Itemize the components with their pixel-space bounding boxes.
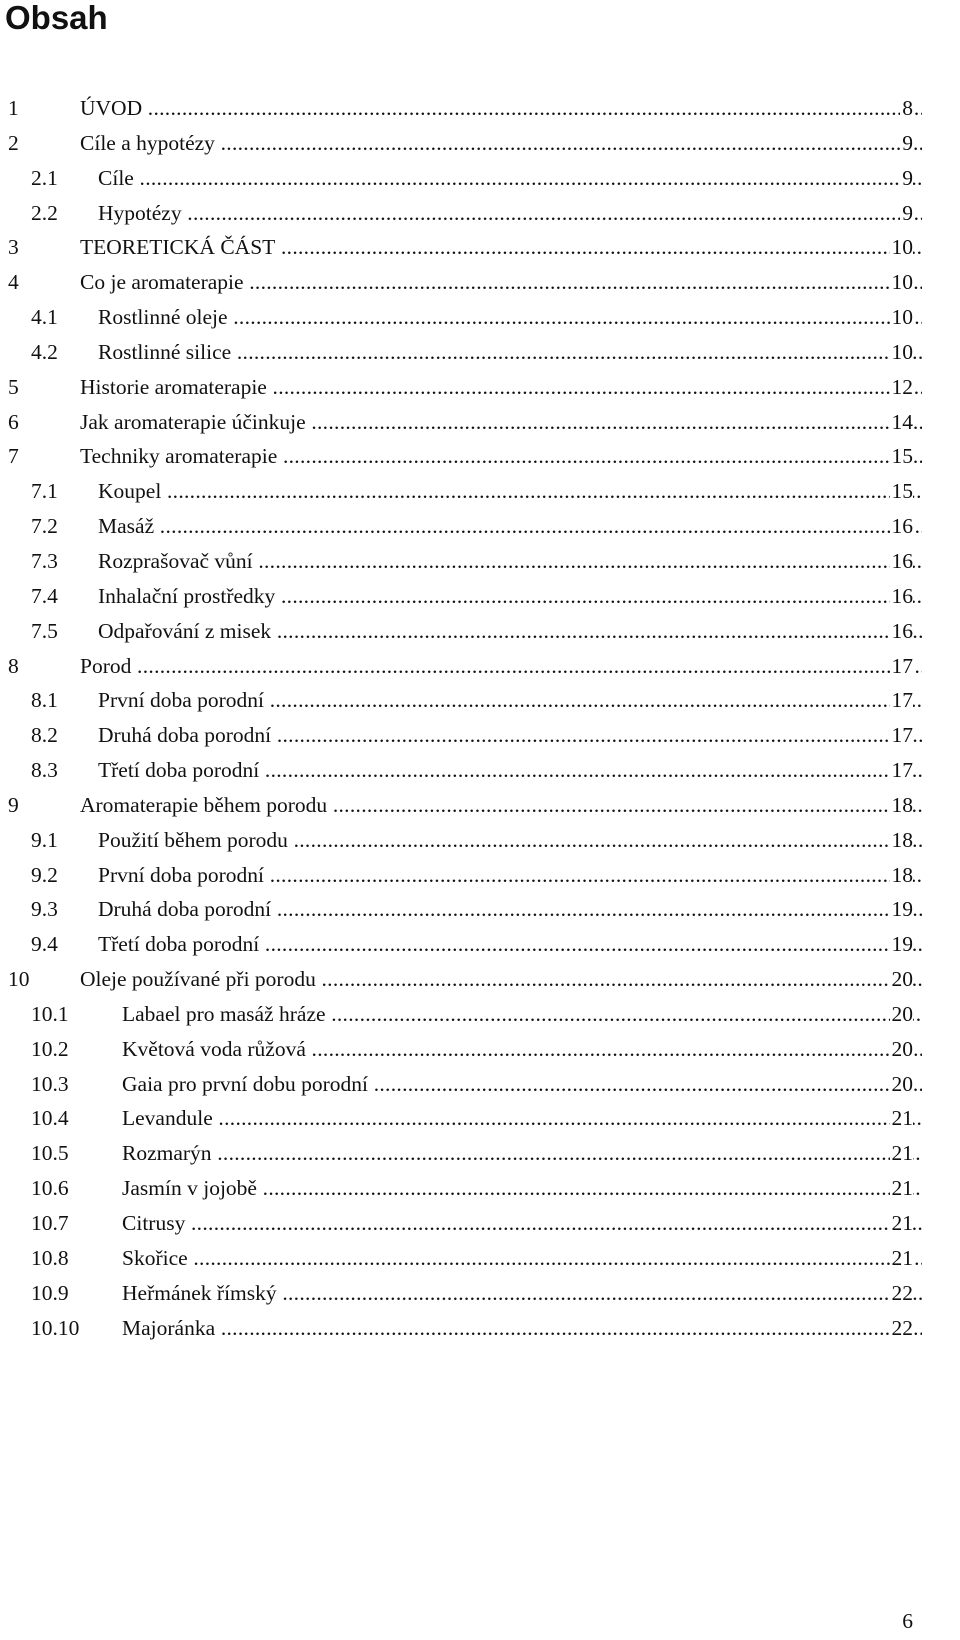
toc-entry-page: 10 <box>890 300 914 335</box>
toc-entry[interactable] <box>0 544 960 579</box>
toc-entry-number: 4 <box>8 270 19 295</box>
toc-entry-page: 10 <box>890 230 914 265</box>
toc-entry-number: 8.1 <box>31 688 58 713</box>
page-number: 6 <box>902 1609 913 1633</box>
toc-entry-page: 21 <box>890 1136 914 1171</box>
toc-entry[interactable] <box>0 1206 960 1241</box>
toc-entry-page: 21 <box>890 1101 914 1136</box>
toc-entry-number: 10.8 <box>31 1245 69 1270</box>
toc-entry-page: 16 <box>890 579 914 614</box>
toc-entry[interactable] <box>0 126 960 161</box>
toc-entry-title: Třetí doba porodní ..... <box>98 753 922 788</box>
toc-entry-number: 2 <box>8 130 19 155</box>
toc-entry-page: 9 <box>900 161 913 196</box>
toc-entry-title: Použití během porodu ..... <box>98 823 922 858</box>
toc-entry-page: 16 <box>890 544 914 579</box>
toc-entry[interactable] <box>0 509 960 544</box>
toc-entry-number: 4.1 <box>31 305 58 330</box>
toc-entry[interactable] <box>0 1067 960 1102</box>
toc-entry-number: 7.3 <box>31 548 58 573</box>
toc-entry[interactable] <box>0 718 960 753</box>
toc-entry-number: 8.2 <box>31 723 58 748</box>
toc-entry[interactable] <box>0 1032 960 1067</box>
toc-entry-title: Květová voda růžová ..... <box>122 1032 922 1067</box>
toc-entry-page: 10 <box>890 335 914 370</box>
toc-entry[interactable] <box>0 474 960 509</box>
toc-entry-title: Třetí doba porodní ..... <box>98 927 922 962</box>
toc-entry-title: Rostlinné silice ..... <box>98 335 922 370</box>
toc-entry-title: ÚVOD ..... <box>80 91 922 126</box>
toc-entry-number: 10.4 <box>31 1106 69 1131</box>
toc-entry-title: Rostlinné oleje ..... <box>98 300 922 335</box>
toc-entry[interactable] <box>0 579 960 614</box>
toc-entry-title: Rozprašovač vůní ..... <box>98 544 922 579</box>
toc-entry-number: 10.7 <box>31 1211 69 1235</box>
toc-entry-title: Gaia pro první dobu porodní ..... <box>122 1067 922 1102</box>
toc-entry-number: 6 <box>8 409 19 434</box>
toc-entry-page: 21 <box>890 1241 914 1276</box>
toc-entry-number: 10.3 <box>31 1071 69 1096</box>
toc-entry[interactable] <box>0 614 960 649</box>
toc-entry-title: Jak aromaterapie účinkuje ..... <box>80 405 922 440</box>
toc-entry-page: 9 <box>900 126 913 161</box>
toc-entry[interactable] <box>0 1276 960 1311</box>
toc-entry-page: 17 <box>890 753 914 788</box>
toc-entry-title: První doba porodní ..... <box>98 858 922 893</box>
toc-entry-title: Druhá doba porodní ..... <box>98 718 922 753</box>
toc-entry-page: 16 <box>890 509 914 544</box>
toc-entry[interactable] <box>0 683 960 718</box>
toc-entry-title: Historie aromaterapie ..... <box>80 370 922 405</box>
toc-entry-number: 9 <box>8 792 19 817</box>
toc-entry-title: Oleje používané při porodu ..... <box>80 962 922 997</box>
toc-entry-number: 10.6 <box>31 1176 69 1201</box>
toc-entry-title: Cíle ..... <box>98 161 922 196</box>
toc-entry-title: Jasmín v jojobě ..... <box>122 1171 922 1206</box>
table-of-contents <box>0 91 960 1345</box>
toc-entry-number: 9.4 <box>31 932 58 957</box>
toc-entry-title: Majoránka ..... <box>122 1311 922 1346</box>
toc-entry-title: Hypotézy ..... <box>98 196 922 231</box>
toc-entry-number: 3 <box>8 235 19 260</box>
toc-entry-title: Odpařování z misek ..... <box>98 614 922 649</box>
toc-entry[interactable] <box>0 649 960 684</box>
toc-entry[interactable] <box>0 823 960 858</box>
toc-entry-title: Koupel ..... <box>98 474 922 509</box>
toc-entry-title: Labael pro masáž hráze ..... <box>122 997 922 1032</box>
toc-entry[interactable] <box>0 997 960 1032</box>
toc-entry-number: 10.1 <box>31 1001 69 1026</box>
toc-entry-number: 1 <box>8 96 19 120</box>
toc-entry[interactable] <box>0 335 960 370</box>
toc-entry-number: 10.5 <box>31 1141 69 1166</box>
toc-entry-number: 7.2 <box>31 514 58 539</box>
toc-entry[interactable] <box>0 892 960 927</box>
toc-entry-title: Heřmánek římský ..... <box>122 1276 922 1311</box>
toc-entry-title: Levandule ..... <box>122 1101 922 1136</box>
toc-entry[interactable] <box>0 753 960 788</box>
toc-entry-number: 4.2 <box>31 339 58 364</box>
toc-entry[interactable] <box>0 230 960 265</box>
toc-entry[interactable] <box>0 927 960 962</box>
toc-entry-page: 22 <box>890 1276 914 1311</box>
toc-entry-title: Rozmarýn ..... <box>122 1136 922 1171</box>
toc-entry-number: 10.2 <box>31 1036 69 1061</box>
toc-entry-page: 20 <box>890 962 914 997</box>
toc-entry-title: Skořice ..... <box>122 1241 922 1276</box>
toc-entry-page: 20 <box>890 1032 914 1067</box>
toc-entry-page: 15 <box>890 474 914 509</box>
toc-entry[interactable] <box>0 1171 960 1206</box>
toc-entry-page: 20 <box>890 1067 914 1102</box>
toc-entry-number: 8 <box>8 653 19 678</box>
toc-entry-number: 10 <box>8 967 30 992</box>
toc-entry-page: 17 <box>890 649 914 684</box>
toc-entry-number: 10.10 <box>31 1315 80 1340</box>
toc-entry-page: 15 <box>890 439 914 474</box>
toc-entry-number: 9.1 <box>31 827 58 852</box>
toc-entry-page: 8 <box>900 91 913 126</box>
toc-entry-title: Techniky aromaterapie ..... <box>80 439 922 474</box>
toc-entry[interactable] <box>0 91 960 126</box>
toc-entry[interactable] <box>0 161 960 196</box>
toc-entry-title: Inhalační prostředky ..... <box>98 579 922 614</box>
toc-entry-page: 17 <box>890 683 914 718</box>
page-title: Obsah <box>5 0 108 36</box>
toc-entry[interactable] <box>0 370 960 405</box>
toc-entry-title: TEORETICKÁ ČÁST ..... <box>80 230 922 265</box>
toc-entry-number: 7.5 <box>31 618 58 643</box>
toc-entry-title: Citrusy ..... <box>122 1206 922 1241</box>
toc-entry-page: 22 <box>890 1311 914 1346</box>
toc-entry[interactable] <box>0 788 960 823</box>
toc-entry-number: 10.9 <box>31 1280 69 1305</box>
toc-entry[interactable] <box>0 1136 960 1171</box>
toc-entry-page: 20 <box>890 997 914 1032</box>
toc-entry[interactable] <box>0 439 960 474</box>
toc-entry-number: 8.3 <box>31 758 58 783</box>
toc-entry-page: 9 <box>900 196 913 231</box>
toc-entry-page: 19 <box>890 892 914 927</box>
toc-entry[interactable] <box>0 405 960 440</box>
toc-entry-title: Co je aromaterapie ..... <box>80 265 922 300</box>
toc-entry-number: 7.4 <box>31 583 58 608</box>
toc-entry-page: 21 <box>890 1206 914 1241</box>
toc-entry-page: 18 <box>890 823 914 858</box>
toc-entry-number: 7 <box>8 444 19 469</box>
toc-entry-page: 19 <box>890 927 914 962</box>
toc-entry-number: 2.1 <box>31 165 58 190</box>
toc-entry-number: 2.2 <box>31 200 58 225</box>
toc-entry[interactable] <box>0 962 960 997</box>
toc-entry-number: 5 <box>8 374 19 399</box>
toc-entry-page: 18 <box>890 788 914 823</box>
toc-entry[interactable] <box>0 1101 960 1136</box>
toc-entry-page: 12 <box>890 370 914 405</box>
toc-entry-page: 18 <box>890 858 914 893</box>
toc-entry-title: První doba porodní ..... <box>98 683 922 718</box>
toc-entry-page: 14 <box>890 405 914 440</box>
toc-entry-number: 9.2 <box>31 862 58 887</box>
toc-entry-page: 16 <box>890 614 914 649</box>
toc-entry-title: Porod ..... <box>80 649 922 684</box>
toc-entry[interactable] <box>0 858 960 893</box>
toc-entry-title: Masáž ..... <box>98 509 922 544</box>
toc-entry-number: 7.1 <box>31 479 58 504</box>
toc-entry[interactable] <box>0 196 960 231</box>
toc-entry-title: Cíle a hypotézy ..... <box>80 126 922 161</box>
toc-entry-page: 21 <box>890 1171 914 1206</box>
toc-entry[interactable] <box>0 1241 960 1276</box>
toc-entry[interactable] <box>0 265 960 300</box>
toc-entry-page: 17 <box>890 718 914 753</box>
toc-entry[interactable] <box>0 300 960 335</box>
toc-entry-number: 9.3 <box>31 897 58 922</box>
toc-entry-title: Aromaterapie během porodu ..... <box>80 788 922 823</box>
toc-entry-title: Druhá doba porodní ..... <box>98 892 922 927</box>
toc-entry-page: 10 <box>890 265 914 300</box>
toc-entry[interactable] <box>0 1311 960 1346</box>
